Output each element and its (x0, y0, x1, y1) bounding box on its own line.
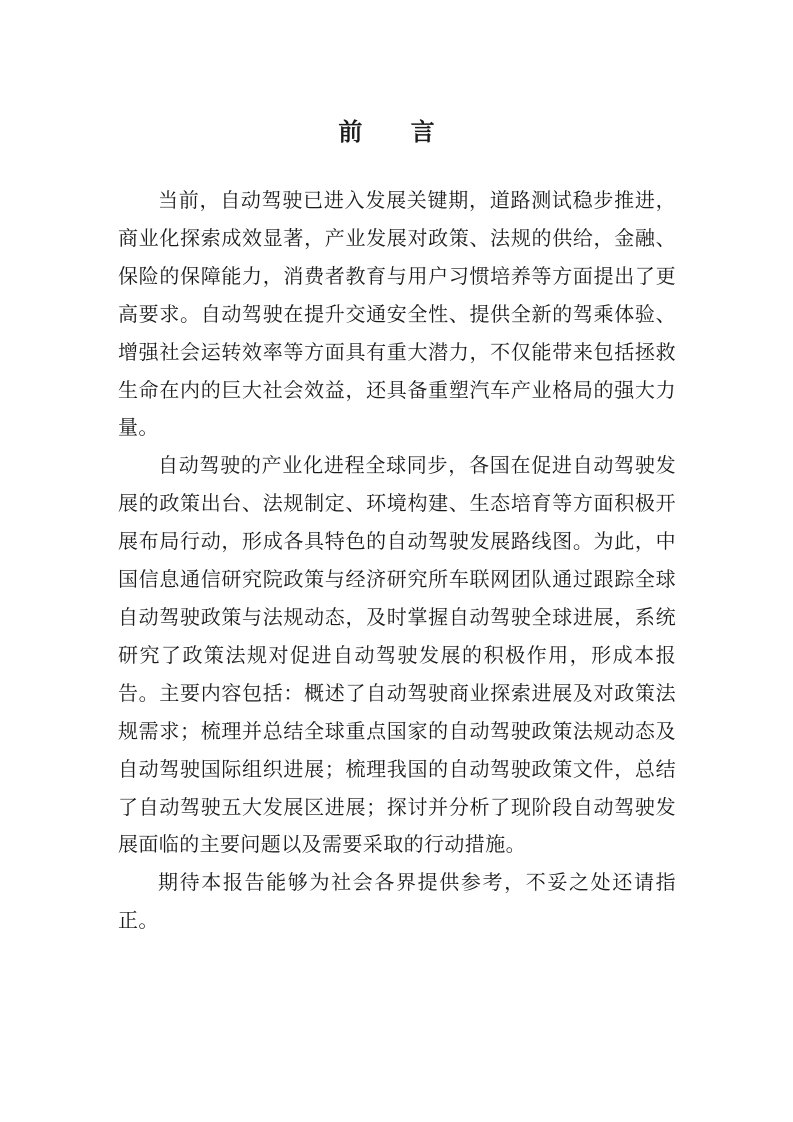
page-title: 前 言 (338, 118, 455, 147)
paragraph-3: 期待本报告能够为社会各界提供参考，不妥之处还请指正。 (118, 870, 676, 933)
preface-body (118, 182, 676, 940)
paragraph-1: 当前，自动驾驶已进入发展关键期，道路测试稳步推进，商业化探索成效显著，产业发展对政策、法规的供给，金融、保险的保障能力，消费者教育与用户习惯培养等方面提出了更高要求。自动驾驶在提升交通安全性、提供全新的驾乘体验、增强社会运转效率等方面具有重大潜力，不仅能带来包括拯救生命在内的巨大社会效益，还具备重塑汽车产业格局的强大力量。 (118, 188, 676, 440)
paragraph-2: 自动驾驶的产业化进程全球同步，各国在促进自动驾驶发展的政策出台、法规制定、环境构建、生态培育等方面积极开展布局行动，形成各具特色的自动驾驶发展路线图。为此，中国信息通信研究院政策与经济研究所车联网团队通过跟踪全球自动驾驶政策与法规动态，及时掌握自动驾驶全球进展，系统研究了政策法规对促进自动驾驶发展的积极作用，形成本报告。主要内容包括：概述了自动驾驶商业探索进展及对政策法规需求；梳理并总结全球重点国家的自动驾驶政策法规动态及自动驾驶国际组织进展；梳理我国的自动驾驶政策文件，总结了自动驾驶五大发展区进展；探讨并分析了现阶段自动驾驶发展面临的主要问题以及需要采取的行动措施。 (118, 453, 676, 857)
